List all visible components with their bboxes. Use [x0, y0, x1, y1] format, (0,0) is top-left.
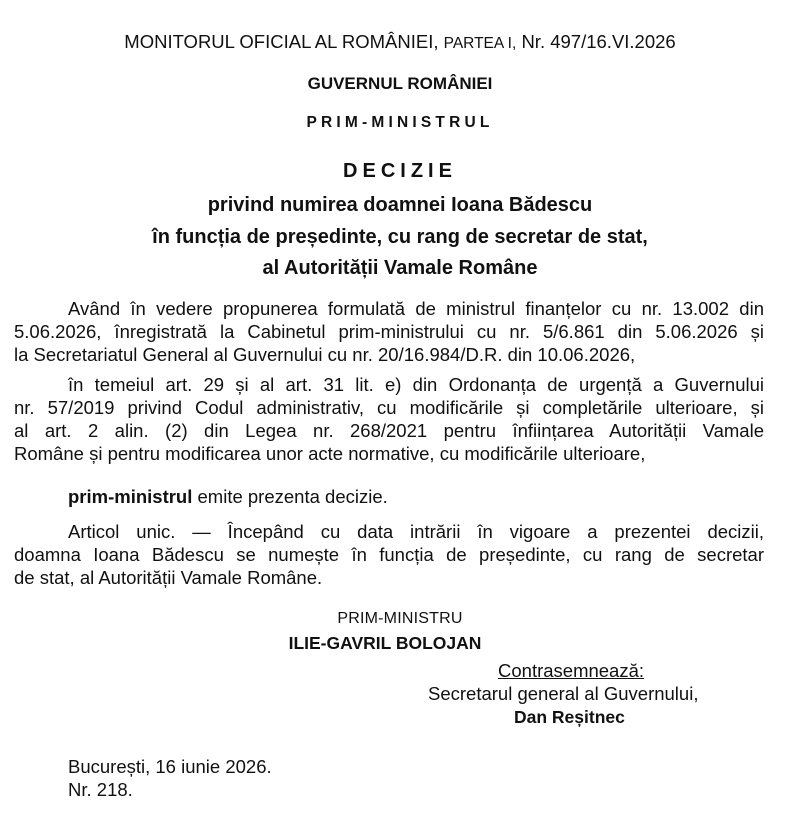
decision-number: Nr. 218.: [68, 779, 133, 800]
text-line: la Secretariatul General al Guvernului cu nr. 20/16.984/D.R. din 10.06.2026,: [14, 344, 636, 365]
preamble-paragraph-2: [14, 373, 764, 465]
publication-name: MONITORUL OFICIAL AL ROMÂNIEI,: [124, 31, 439, 52]
gazette-header: [0, 31, 800, 53]
publication-part: PARTEA I,: [443, 35, 517, 52]
emission-text: emite prezenta decizie.: [192, 486, 388, 507]
text-line: doamna Ioana Bădescu se numește în funcția de președinte, cu rang de secretar: [14, 544, 764, 565]
text-line: Articol unic. — Începând cu data intrării în vigoare a prezentei decizii,: [68, 521, 764, 542]
title-line-1: privind numirea doamnei Ioana Bădescu: [207, 194, 593, 216]
title-line-3: al Autorității Vamale Române: [262, 257, 538, 279]
issuer-government: GUVERNUL ROMÂNIEI: [307, 74, 493, 93]
issue-number: Nr. 497/16.VI.2026: [521, 31, 676, 52]
title-line-2: în funcția de președinte, cu rang de secretar de stat,: [152, 226, 648, 248]
text-line: Având în vedere propunerea formulată de ministrul finanțelor cu nr. 13.002 din: [68, 298, 764, 319]
place-and-date: București, 16 iunie 2026.: [68, 756, 272, 777]
countersignature-label: Contrasemnează:: [498, 660, 645, 681]
document-type: DECIZIE: [343, 160, 457, 182]
signature-title: PRIM-MINISTRU: [337, 610, 463, 627]
signature-name: ILIE-GAVRIL BOLOJAN: [288, 633, 482, 653]
emission-subject: prim-ministrul: [68, 486, 193, 507]
emission-statement: [68, 486, 388, 508]
countersignature-name: Dan Reșitnec: [514, 707, 625, 727]
text-line: în temeiul art. 29 și al art. 31 lit. e) din Ordonanța de urgență a Guvernului: [68, 374, 764, 395]
text-line: al art. 2 alin. (2) din Legea nr. 268/2021 pentru înființarea Autorității Vamale: [14, 420, 764, 441]
text-line: Române și pentru modificarea unor acte normative, cu modificările ulterioare,: [14, 443, 646, 464]
issuer-office: PRIM-MINISTRUL: [306, 114, 494, 131]
text-line: de stat, al Autorității Vamale Române.: [14, 567, 323, 588]
article-unique: [14, 520, 764, 589]
countersignature-role: Secretarul general al Guvernului,: [428, 683, 699, 704]
preamble-paragraph-1: [14, 297, 764, 366]
text-line: 5.06.2026, înregistrată la Cabinetul prim-ministrului cu nr. 5/6.861 din 5.06.2026 și: [14, 321, 764, 342]
text-line: nr. 57/2019 privind Codul administrativ, cu modificările și completările ulterioare, și: [14, 397, 764, 418]
